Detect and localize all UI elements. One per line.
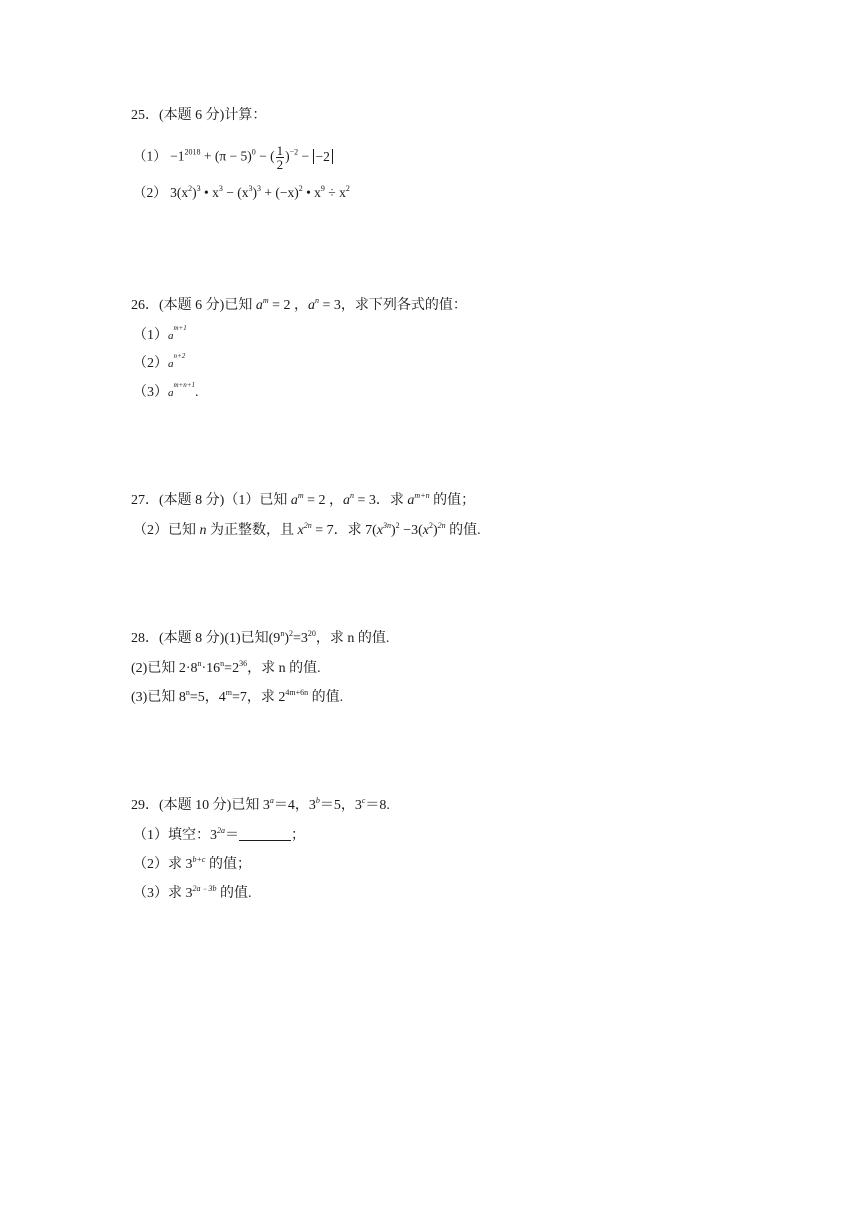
- q26-part3: $(3)a^{m+n+1}$.: [133, 381, 199, 400]
- q26-part1: $(1)a^{m+1}$: [133, 324, 187, 343]
- q28-line2: (2)已知 $2\cdot 8^n\cdot 16^n=2^{36}$，求 n 的值.: [131, 659, 321, 676]
- q27-line2: （2）已知 n 为正整数，且 $x^{2n} = 7$．求 $7(x^{3n})^2 -3(x^2)^{2n}$ 的值.: [133, 521, 481, 538]
- q29-part2: （2）求 $3^{b+c}$ 的值；: [133, 855, 251, 872]
- q25-absolute-value: −2: [313, 149, 333, 164]
- q29-part1: （1）填空：$3^{2a}=$ ；: [133, 826, 305, 843]
- q26-part2: $(2)a^{n+2}$: [133, 352, 186, 371]
- q28-line3: (3)已知 $8^n=5$，$4^m=7$，求 $2^{4m+6n}$ 的值.: [131, 688, 344, 705]
- q25-part2: （2） $3(x^2)^3$ • $x^3 - (x^3)^3 + (-x)^2$ • $x^9 \div x^2$: [133, 184, 350, 200]
- q29-part3: （3）求 $3^{2a﹣3b}$ 的值.: [133, 884, 252, 901]
- q25-header: [131, 106, 266, 126]
- q29-header: 29．(本题 10 分)已知 $3^a=4$，$3^b=5$，$3^c=8$.: [131, 796, 390, 813]
- q25-header-text: 25．(本题 6 分)计算：: [131, 108, 267, 123]
- q25-fraction: $\frac{1}{2}$: [276, 143, 284, 172]
- q27-line1: 27．(本题 8 分)（1）已知 $a^m = 2$ ，$a^n = 3$．求 $a^{m+n}$ 的值；: [131, 491, 476, 508]
- q25-part1: $(1) -1^{2018} + (\pi - 5)^0$ − ( $\frac{1}{2}$ )$^{-2}$ − −2: [133, 144, 333, 171]
- q29-answer-blank[interactable]: [239, 826, 291, 841]
- q26-header: 26．(本题 6 分)已知 $a^m = 2$ ，$a^n = 3$，求下列各式的值：: [131, 296, 467, 313]
- q28-line1: 28．(本题 8 分)(1)已知$(9^n)^2=3^{20}$，求 n 的值.: [131, 629, 390, 646]
